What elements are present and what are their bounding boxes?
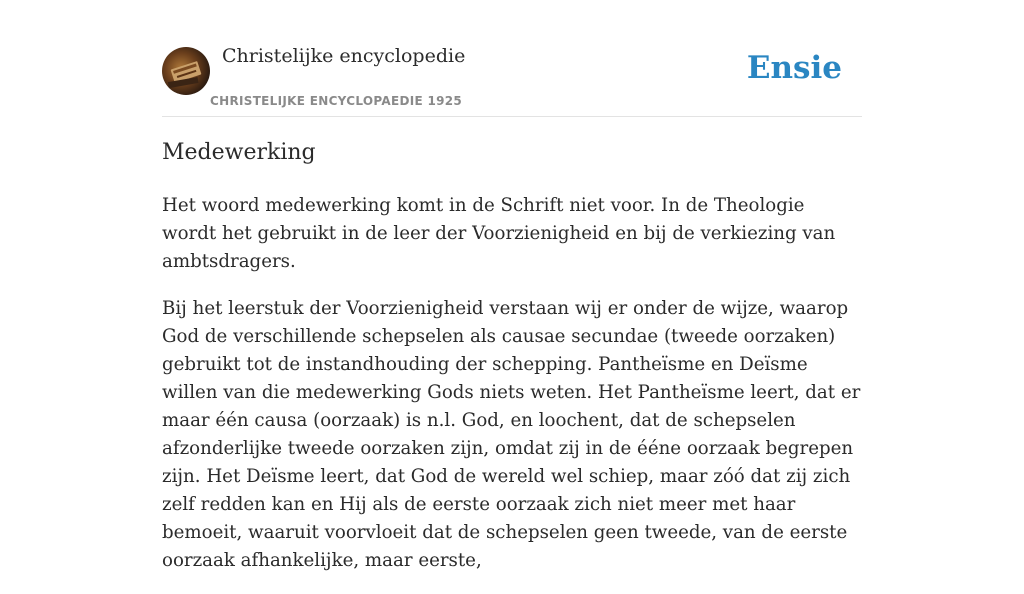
paragraph-2: Bij het leerstuk der Voorzienigheid verstaan wij er onder de wijze, waarop God de verschillende schepselen als causae secundae (tweede oorzaken) gebruikt tot de instandhouding der schepping. Pantheïsme en Deïsme willen van die medewerking Gods niets weten. Het Pantheïsme leert, dat er maar één causa (oorzaak) is n.l. God, en loochent, dat de schepselen afzonderlijke tweede oorzaken zijn, omdat zij in de ééne oorzaak begrepen zijn. Het Deïsme leert, dat God de wereld wel schiep, maar zóó dat zij zich zelf redden kan en Hij als de eerste oorzaak zich niet meer met haar bemoeit, waaruit voorvloeit dat de schepselen geen tweede, van de eerste oorzaak afhankelijke, maar eerste, [162,298,861,571]
brand-logo[interactable]: Ensie [746,50,842,86]
header [162,0,862,117]
page-container [162,0,862,571]
book-photo-icon[interactable] [162,47,210,95]
source-subtitle[interactable]: CHRISTELIJKE ENCYCLOPAEDIE 1925 [210,94,463,108]
paragraph-1: Het woord medewerking komt in de Schrift niet voor. In de Theologie wordt het gebruikt in de leer der Voorzienigheid en bij de verkiezing van ambtsdragers. [162,195,836,272]
article-body [162,192,862,594]
page-title: Medewerking [162,140,316,165]
site-name[interactable]: Christelijke encyclopedie [222,45,466,67]
